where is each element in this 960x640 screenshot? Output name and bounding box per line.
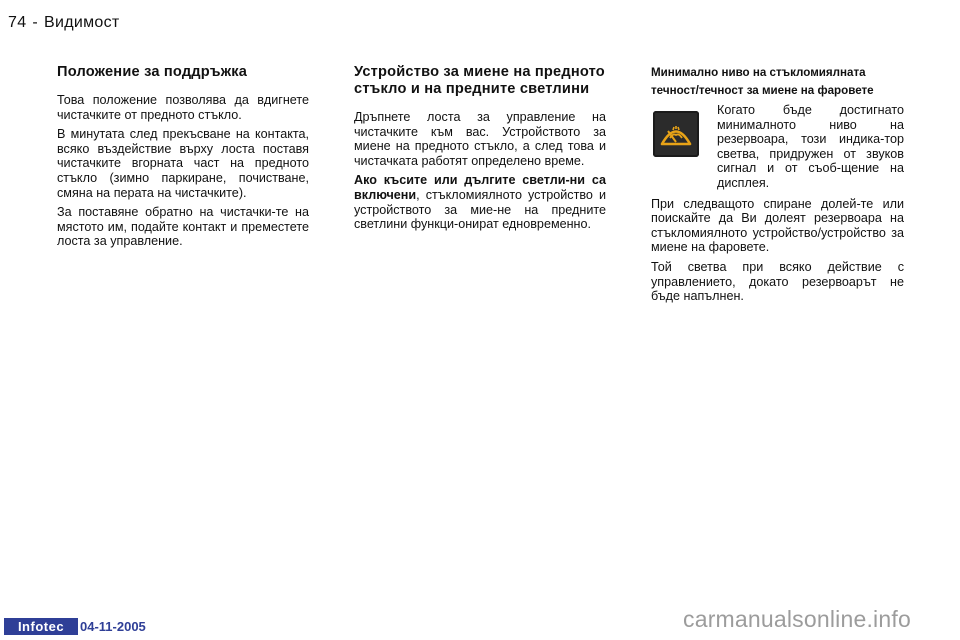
washer-heading: Устройство за миене на предното стъкло и на предните светлини [354,64,605,97]
page-header [8,14,120,32]
warning-block [651,103,904,191]
watermark: carmanualsonline.info [683,606,911,632]
washer-lights-condition: Ако къситe или дългите светли-ни са включени [354,173,606,202]
column-washer-fluid-level [651,64,904,309]
washer-lights-text: , стъкломиялното устройство и устройството за мие-не на предните светлини функци-онират едновременно. [354,187,606,232]
header-separator: - [32,14,39,31]
maintenance-paragraph: Това положение позволява да вдигнете чистачките от предното стъкло. [57,93,309,122]
maintenance-heading: Положение за поддръжка [57,64,248,80]
column-maintenance-position [57,64,309,254]
fluid-level-paragraph: Той светва при всяко действие с управлението, докато резервоарът не бъде напълнен. [651,259,904,304]
maintenance-paragraph: За поставяне обратно на чистачки-те на мястото им, подайте контакт и преместете лоста за управление. [57,205,309,249]
windscreen-washer-level-warning-icon [653,111,699,157]
footer-date: 04-11-2005 [80,619,146,634]
washer-paragraph: Дръпнете лоста за управление на чистачките към вас. Устройството за миене на предното стъкло, а след това и чистачката работят определено време. [354,110,606,168]
washer-paragraph-lights [354,173,606,231]
page-number: 74 [8,14,27,31]
maintenance-paragraph: В минутата след прекъсване на контакта, всяко въздействие върху лоста поставя чистачките вгорната част на предното стъкло (зимно паркиране, почистване, смяна на перата на чистачките). [57,127,309,200]
section-title: Видимост [44,14,120,31]
warning-text: Когато бъде достигнато минималното ниво на резервоара, този индика-тор светва, придружен от звуков сигнал и от съоб-щение на дисплея. [717,103,904,190]
infotec-logo: Infotec [4,618,78,635]
fluid-level-heading: Минимално ниво на стъкломиялната течност/течност за миене на фаровете [651,66,874,97]
fluid-level-paragraph: При следващото спиране долей-те или поискайте да Ви долеят резервоара на стъкломиялното устройство/устройство за миене на фаровете. [651,196,904,255]
column-washer-device [354,64,606,237]
